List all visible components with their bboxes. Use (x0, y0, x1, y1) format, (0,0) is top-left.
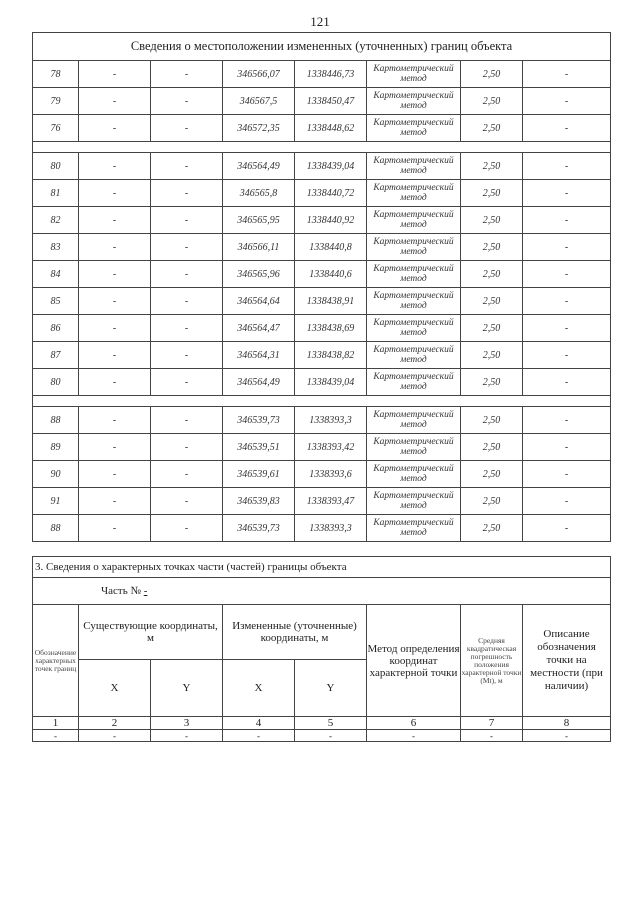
table-row (33, 153, 611, 180)
changed-y-cell: 1338450,47 (295, 88, 367, 115)
error-cell: 2,50 (461, 407, 523, 434)
boundary-points-table (32, 32, 611, 542)
existing-x-cell: - (79, 434, 151, 461)
changed-y-cell: 1338393,3 (295, 515, 367, 542)
method-cell: Картометрический метод (367, 515, 461, 542)
existing-y-cell: - (151, 261, 223, 288)
header-error: Средняя квадратическая погрешность положения характерной точки (Mt), м (461, 605, 523, 717)
table-row (33, 207, 611, 234)
description-cell: - (523, 288, 611, 315)
changed-x-cell: 346566,11 (223, 234, 295, 261)
header-x-existing: X (79, 660, 151, 717)
point-number-cell: 87 (33, 342, 79, 369)
header-y-existing: Y (151, 660, 223, 717)
header-description: Описание обозначения точки на местности (при наличии) (523, 605, 611, 717)
header-y-changed: Y (295, 660, 367, 717)
changed-y-cell: 1338439,04 (295, 153, 367, 180)
empty-cell: - (33, 730, 79, 742)
description-cell: - (523, 407, 611, 434)
changed-x-cell: 346564,49 (223, 369, 295, 396)
table-row (33, 88, 611, 115)
section3-table (32, 556, 611, 742)
point-number-cell: 81 (33, 180, 79, 207)
point-number-cell: 88 (33, 407, 79, 434)
header-x-changed: X (223, 660, 295, 717)
column-number: 8 (523, 717, 611, 730)
group-separator (33, 142, 611, 153)
point-number-cell: 82 (33, 207, 79, 234)
existing-x-cell: - (79, 153, 151, 180)
changed-y-cell: 1338438,69 (295, 315, 367, 342)
existing-x-cell: - (79, 461, 151, 488)
description-cell: - (523, 115, 611, 142)
table-row (33, 234, 611, 261)
column-number: 5 (295, 717, 367, 730)
error-cell: 2,50 (461, 153, 523, 180)
point-number-cell: 78 (33, 61, 79, 88)
existing-y-cell: - (151, 115, 223, 142)
column-number: 7 (461, 717, 523, 730)
changed-y-cell: 1338393,3 (295, 407, 367, 434)
changed-x-cell: 346564,49 (223, 153, 295, 180)
description-cell: - (523, 434, 611, 461)
changed-x-cell: 346566,07 (223, 61, 295, 88)
existing-x-cell: - (79, 369, 151, 396)
point-number-cell: 76 (33, 115, 79, 142)
table-row (33, 342, 611, 369)
existing-x-cell: - (79, 115, 151, 142)
error-cell: 2,50 (461, 488, 523, 515)
changed-y-cell: 1338440,92 (295, 207, 367, 234)
changed-y-cell: 1338439,04 (295, 369, 367, 396)
existing-y-cell: - (151, 153, 223, 180)
existing-y-cell: - (151, 369, 223, 396)
table-row (33, 369, 611, 396)
empty-cell: - (295, 730, 367, 742)
changed-x-cell: 346565,95 (223, 207, 295, 234)
column-number: 1 (33, 717, 79, 730)
changed-y-cell: 1338446,73 (295, 61, 367, 88)
description-cell: - (523, 88, 611, 115)
header-designation: Обозначение характерных точек границ (33, 605, 79, 717)
page-number: 121 (310, 14, 330, 29)
method-cell: Картометрический метод (367, 288, 461, 315)
section-title: Сведения о местоположении измененных (уточненных) границ объекта (33, 33, 611, 61)
point-number-cell: 85 (33, 288, 79, 315)
description-cell: - (523, 515, 611, 542)
point-number-cell: 91 (33, 488, 79, 515)
error-cell: 2,50 (461, 342, 523, 369)
description-cell: - (523, 207, 611, 234)
method-cell: Картометрический метод (367, 261, 461, 288)
existing-y-cell: - (151, 207, 223, 234)
error-cell: 2,50 (461, 369, 523, 396)
table-row (33, 315, 611, 342)
separator-cell (33, 396, 611, 407)
existing-x-cell: - (79, 207, 151, 234)
existing-x-cell: - (79, 261, 151, 288)
changed-y-cell: 1338440,72 (295, 180, 367, 207)
existing-y-cell: - (151, 315, 223, 342)
existing-y-cell: - (151, 434, 223, 461)
changed-x-cell: 346564,47 (223, 315, 295, 342)
table-row (33, 115, 611, 142)
empty-cell: - (223, 730, 295, 742)
error-cell: 2,50 (461, 234, 523, 261)
existing-y-cell: - (151, 407, 223, 434)
column-number: 6 (367, 717, 461, 730)
existing-x-cell: - (79, 288, 151, 315)
changed-x-cell: 346539,73 (223, 407, 295, 434)
changed-x-cell: 346567,5 (223, 88, 295, 115)
error-cell: 2,50 (461, 261, 523, 288)
existing-x-cell: - (79, 180, 151, 207)
point-number-cell: 80 (33, 369, 79, 396)
changed-x-cell: 346572,35 (223, 115, 295, 142)
point-number-cell: 89 (33, 434, 79, 461)
point-number-cell: 86 (33, 315, 79, 342)
existing-x-cell: - (79, 488, 151, 515)
error-cell: 2,50 (461, 288, 523, 315)
changed-y-cell: 1338393,42 (295, 434, 367, 461)
existing-y-cell: - (151, 488, 223, 515)
method-cell: Картометрический метод (367, 115, 461, 142)
table-row (33, 288, 611, 315)
point-number-cell: 90 (33, 461, 79, 488)
column-number: 3 (151, 717, 223, 730)
existing-y-cell: - (151, 61, 223, 88)
existing-x-cell: - (79, 315, 151, 342)
error-cell: 2,50 (461, 115, 523, 142)
changed-y-cell: 1338438,91 (295, 288, 367, 315)
existing-y-cell: - (151, 342, 223, 369)
description-cell: - (523, 461, 611, 488)
changed-y-cell: 1338393,6 (295, 461, 367, 488)
existing-x-cell: - (79, 88, 151, 115)
header-existing-coords: Существующие координаты, м (79, 605, 223, 660)
existing-x-cell: - (79, 342, 151, 369)
changed-x-cell: 346564,64 (223, 288, 295, 315)
method-cell: Картометрический метод (367, 461, 461, 488)
changed-x-cell: 346564,31 (223, 342, 295, 369)
changed-y-cell: 1338440,8 (295, 234, 367, 261)
existing-x-cell: - (79, 515, 151, 542)
existing-x-cell: - (79, 407, 151, 434)
changed-x-cell: 346539,61 (223, 461, 295, 488)
changed-x-cell: 346539,83 (223, 488, 295, 515)
header-changed-coords: Измененные (уточненные) координаты, м (223, 605, 367, 660)
method-cell: Картометрический метод (367, 488, 461, 515)
method-cell: Картометрический метод (367, 342, 461, 369)
method-cell: Картометрический метод (367, 61, 461, 88)
changed-x-cell: 346565,8 (223, 180, 295, 207)
header-method: Метод определения координат характерной точки (367, 605, 461, 717)
existing-y-cell: - (151, 180, 223, 207)
point-number-cell: 88 (33, 515, 79, 542)
column-number: 4 (223, 717, 295, 730)
changed-x-cell: 346565,96 (223, 261, 295, 288)
error-cell: 2,50 (461, 61, 523, 88)
changed-x-cell: 346539,73 (223, 515, 295, 542)
point-number-cell: 83 (33, 234, 79, 261)
empty-cell: - (367, 730, 461, 742)
point-number-cell: 80 (33, 153, 79, 180)
existing-y-cell: - (151, 88, 223, 115)
existing-y-cell: - (151, 288, 223, 315)
method-cell: Картометрический метод (367, 434, 461, 461)
section3-title: 3. Сведения о характерных точках части (частей) границы объекта (33, 557, 611, 578)
description-cell: - (523, 369, 611, 396)
method-cell: Картометрический метод (367, 234, 461, 261)
existing-x-cell: - (79, 61, 151, 88)
changed-x-cell: 346539,51 (223, 434, 295, 461)
method-cell: Картометрический метод (367, 88, 461, 115)
changed-y-cell: 1338440,6 (295, 261, 367, 288)
empty-cell: - (79, 730, 151, 742)
method-cell: Картометрический метод (367, 207, 461, 234)
error-cell: 2,50 (461, 207, 523, 234)
method-cell: Картометрический метод (367, 180, 461, 207)
existing-y-cell: - (151, 515, 223, 542)
existing-y-cell: - (151, 234, 223, 261)
table-row (33, 488, 611, 515)
changed-y-cell: 1338393,47 (295, 488, 367, 515)
empty-cell: - (151, 730, 223, 742)
method-cell: Картометрический метод (367, 153, 461, 180)
description-cell: - (523, 488, 611, 515)
empty-cell: - (461, 730, 523, 742)
error-cell: 2,50 (461, 180, 523, 207)
empty-data-row (33, 730, 611, 742)
changed-y-cell: 1338448,62 (295, 115, 367, 142)
method-cell: Картометрический метод (367, 315, 461, 342)
point-number-cell: 84 (33, 261, 79, 288)
table-row (33, 61, 611, 88)
empty-cell: - (523, 730, 611, 742)
method-cell: Картометрический метод (367, 407, 461, 434)
description-cell: - (523, 180, 611, 207)
description-cell: - (523, 61, 611, 88)
table-row (33, 515, 611, 542)
description-cell: - (523, 153, 611, 180)
table-row (33, 434, 611, 461)
description-cell: - (523, 261, 611, 288)
table-row (33, 261, 611, 288)
separator-cell (33, 142, 611, 153)
description-cell: - (523, 315, 611, 342)
existing-x-cell: - (79, 234, 151, 261)
column-number: 2 (79, 717, 151, 730)
error-cell: 2,50 (461, 88, 523, 115)
group-separator (33, 396, 611, 407)
error-cell: 2,50 (461, 315, 523, 342)
point-number-cell: 79 (33, 88, 79, 115)
table-row (33, 180, 611, 207)
error-cell: 2,50 (461, 461, 523, 488)
description-cell: - (523, 342, 611, 369)
column-numbers-row (33, 717, 611, 730)
error-cell: 2,50 (461, 515, 523, 542)
description-cell: - (523, 234, 611, 261)
method-cell: Картометрический метод (367, 369, 461, 396)
table-row (33, 407, 611, 434)
existing-y-cell: - (151, 461, 223, 488)
changed-y-cell: 1338438,82 (295, 342, 367, 369)
error-cell: 2,50 (461, 434, 523, 461)
part-number: Часть № - (33, 578, 611, 605)
table-row (33, 461, 611, 488)
